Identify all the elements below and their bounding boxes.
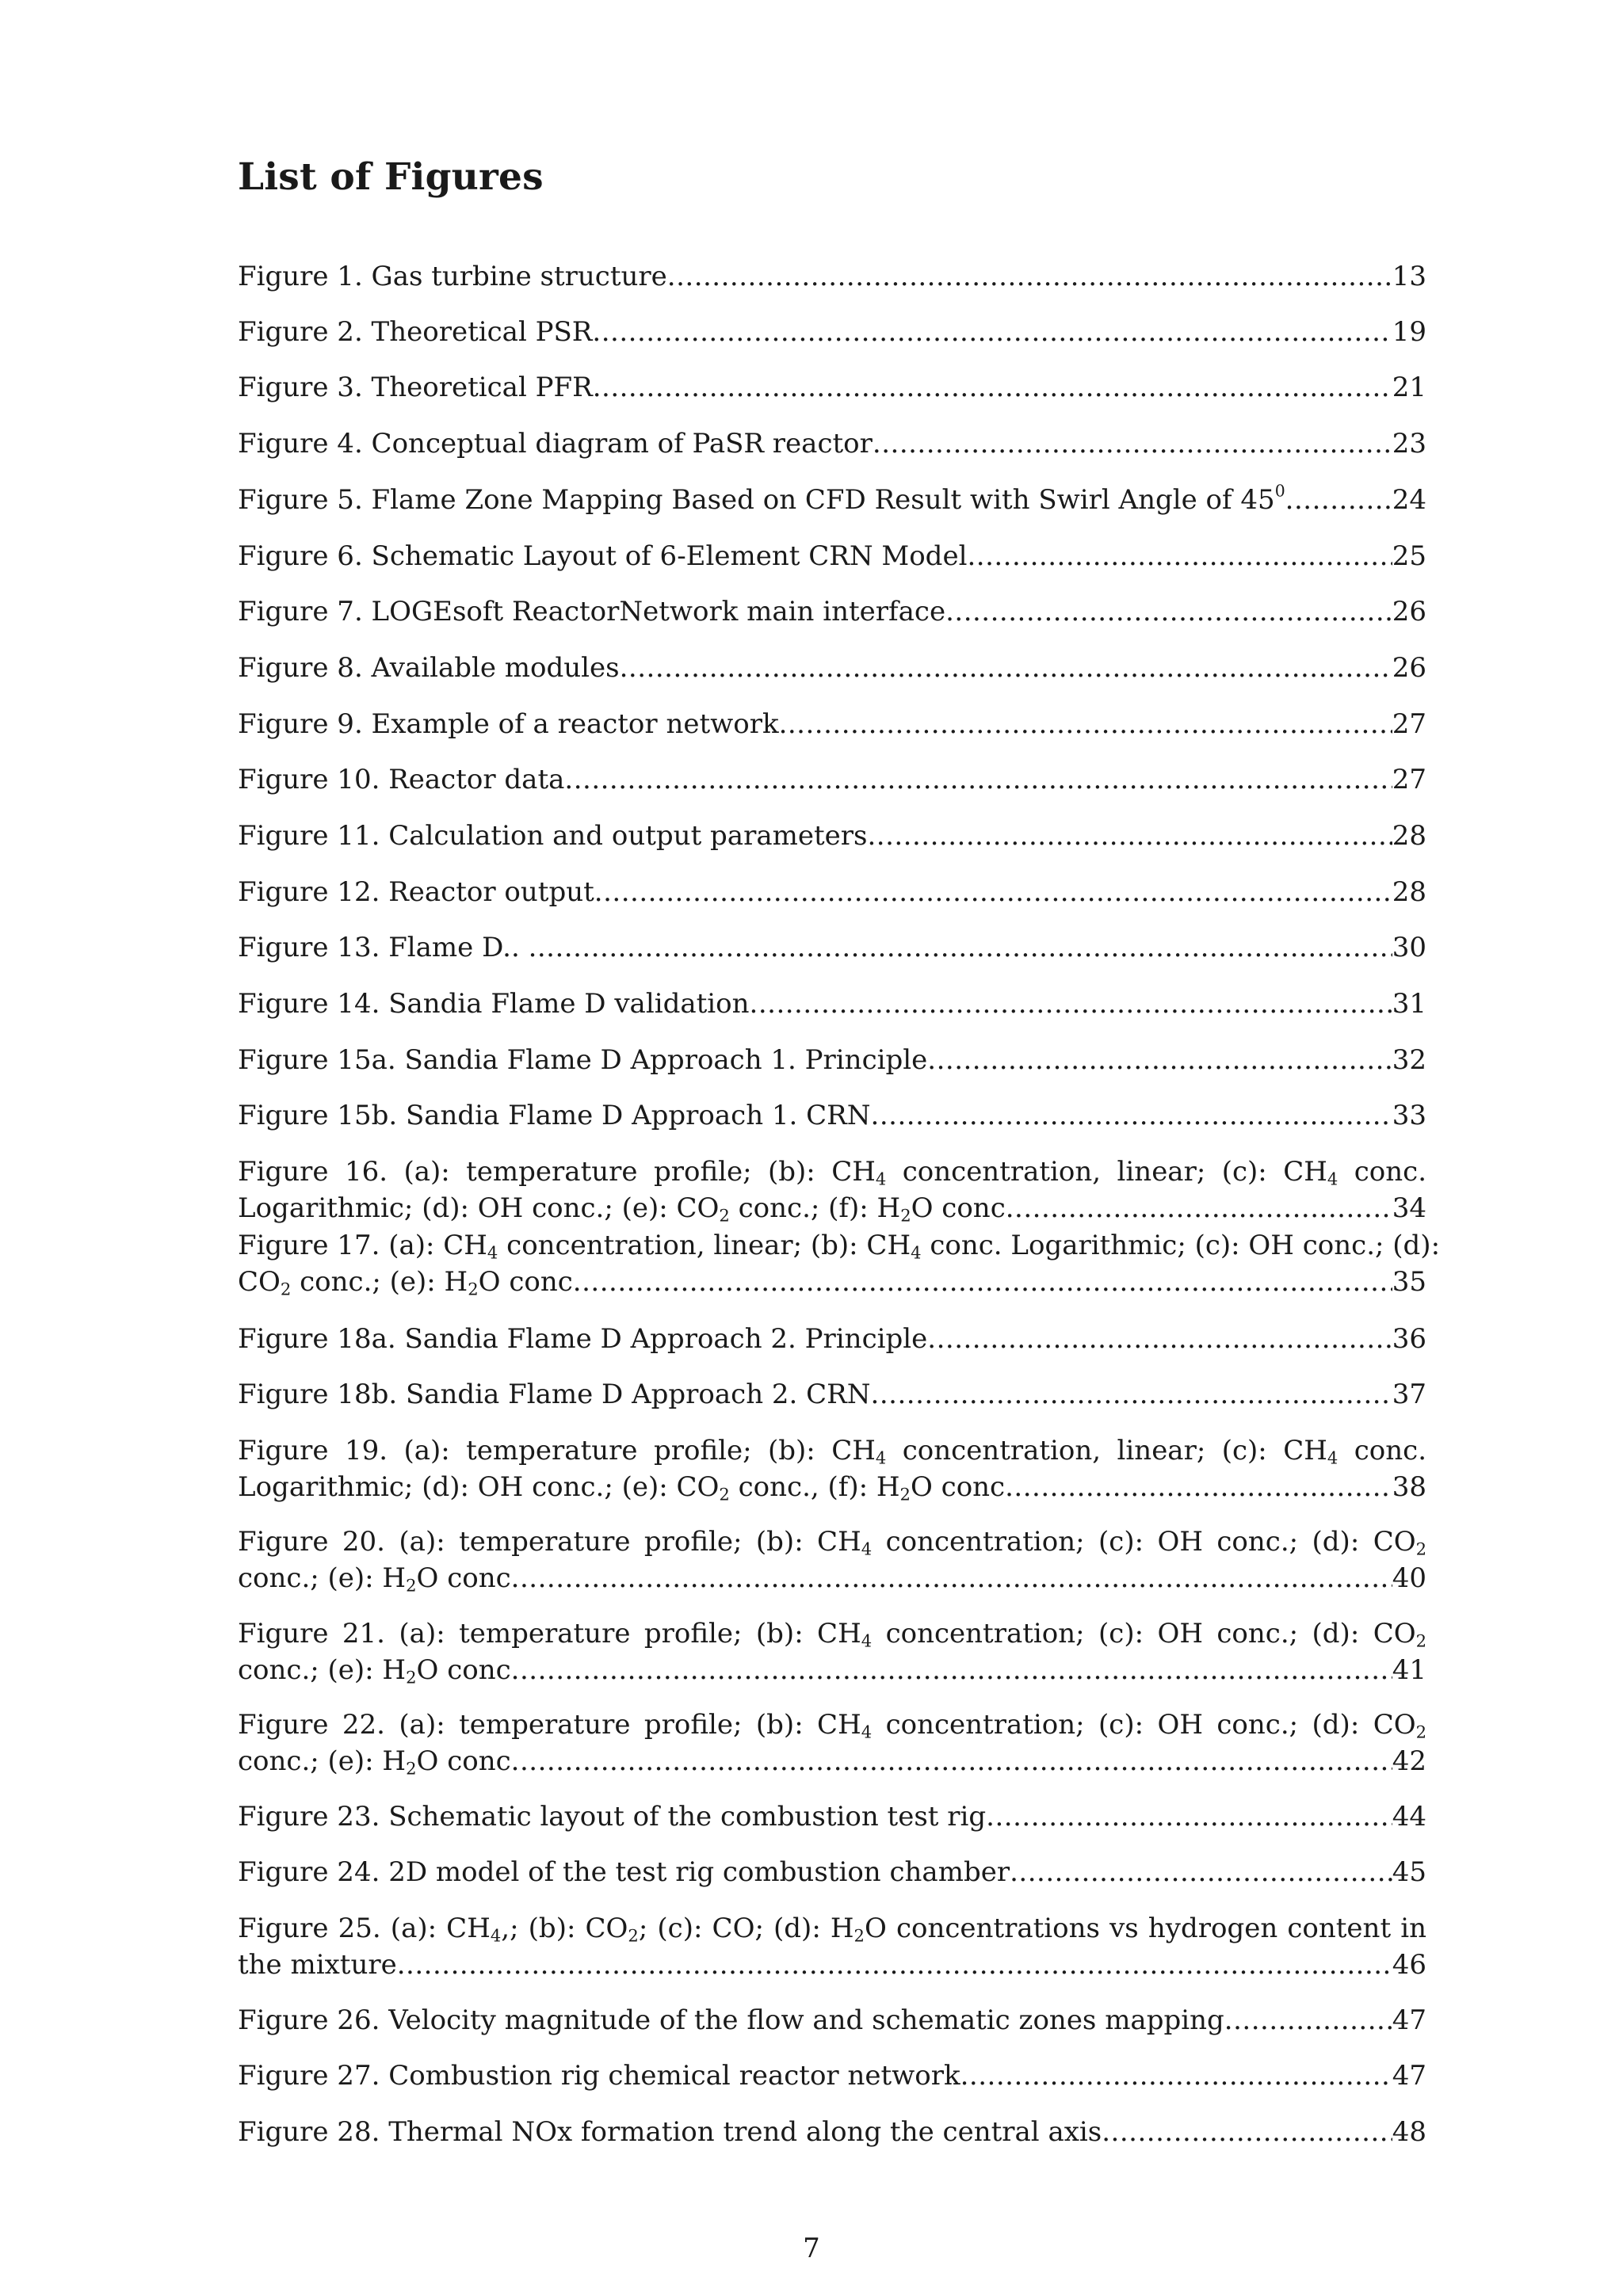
entry-page: 13	[1392, 261, 1426, 292]
entry-title: Figure 28. Thermal NOx formation trend along the central axis	[238, 2116, 1102, 2148]
dot-leader	[1005, 1469, 1392, 1505]
entry-title: Figure 2. Theoretical PSR	[238, 316, 593, 348]
dot-leader	[779, 706, 1392, 742]
figure-entry-28[interactable]	[238, 2114, 1426, 2150]
dot-leader	[1285, 482, 1392, 518]
entry-page: 35	[1392, 1266, 1426, 1298]
figure-entry-19[interactable]	[238, 1432, 1426, 1505]
dot-leader	[1102, 2114, 1392, 2150]
entry-title: Figure 13. Flame D..	[238, 932, 529, 963]
entry-page: 37	[1392, 1379, 1426, 1410]
entry-title: Figure 6. Schematic Layout of 6-Element CRN Model	[238, 540, 968, 572]
entry-page: 42	[1392, 1745, 1426, 1777]
dot-leader	[397, 1947, 1392, 1983]
entry-page: 48	[1392, 2116, 1426, 2148]
entry-page: 28	[1392, 876, 1426, 908]
dot-leader	[511, 1560, 1392, 1596]
figure-entry-26[interactable]	[238, 2002, 1426, 2039]
figure-entry-3[interactable]	[238, 369, 1426, 406]
figure-entry-9[interactable]	[238, 706, 1426, 742]
entry-page: 34	[1392, 1192, 1426, 1224]
entry-title: Figure 27. Combustion rig chemical reactor network	[238, 2060, 960, 2092]
figure-entry-16[interactable]	[238, 1154, 1426, 1226]
entry-page: 19	[1392, 316, 1426, 348]
entry-page: 23	[1392, 428, 1426, 460]
dot-leader	[960, 2058, 1392, 2094]
dot-leader	[529, 929, 1392, 966]
page-number: 7	[803, 2233, 820, 2264]
figure-entry-20[interactable]	[238, 1524, 1426, 1596]
dot-leader	[667, 258, 1392, 295]
figure-entry-1[interactable]	[238, 258, 1426, 295]
entry-page: 28	[1392, 820, 1426, 852]
entry-line-1: Figure 19. (a): temperature profile; (b): $CH_4$ concentration, linear; (c): $CH_4$ conc.	[238, 1435, 1426, 1468]
dot-leader	[871, 1097, 1392, 1134]
entry-title: Figure 26. Velocity magnitude of the flow and schematic zones mapping	[238, 2004, 1224, 2036]
entry-line-1: Figure 20. (a): temperature profile; (b): $CH_4$ concentration; (c): OH conc.; (d): $CO_2$	[238, 1526, 1426, 1559]
entry-page: 47	[1392, 2004, 1426, 2036]
entry-page: 27	[1392, 764, 1426, 795]
entry-line-2: Logarithmic; (d): OH conc.; (e): $CO_2$ conc.; (f): $H_2O$ conc ..... 34	[238, 1190, 1426, 1226]
figure-entry-23[interactable]	[238, 1798, 1426, 1835]
entry-page: 31	[1392, 988, 1426, 1020]
dot-leader	[871, 1376, 1392, 1413]
dot-leader	[592, 314, 1392, 350]
entry-title: Figure 7. LOGEsoft ReactorNetwork main interface	[238, 596, 946, 627]
entry-title: Figure 15a. Sandia Flame D Approach 1. Principle	[238, 1044, 928, 1076]
page-heading: List of Figures	[238, 155, 544, 199]
entry-page: 38	[1392, 1471, 1426, 1503]
entry-page: 24	[1392, 484, 1426, 516]
entry-line-1: Figure 16. (a): temperature profile; (b): $CH_4$ concentration, linear; (c): $CH_4$ conc.	[238, 1156, 1426, 1189]
entry-page: 33	[1392, 1100, 1426, 1131]
figure-entry-15b[interactable]	[238, 1097, 1426, 1134]
entry-page: 30	[1392, 932, 1426, 963]
entry-title: Figure 18b. Sandia Flame D Approach 2. CRN	[238, 1379, 871, 1410]
figure-entry-7[interactable]	[238, 593, 1426, 630]
dot-leader	[1006, 1190, 1392, 1226]
entry-title: Figure 5. Flame Zone Mapping Based on CFD Result with Swirl Angle of $45^0$	[238, 481, 1285, 516]
entry-page: 21	[1392, 372, 1426, 403]
figure-entry-8[interactable]	[238, 650, 1426, 686]
entry-line-2: Logarithmic; (d): OH conc.; (e): $CO_2$ conc., (f): $H_2O$ conc ..... 38	[238, 1469, 1426, 1505]
dot-leader	[1224, 2002, 1392, 2039]
figure-entry-22[interactable]	[238, 1707, 1426, 1779]
figure-entry-17[interactable]	[238, 1227, 1441, 1300]
entry-page: 40	[1392, 1562, 1426, 1594]
entry-page: 47	[1392, 2060, 1426, 2092]
entry-line-1: Figure 25. (a): $CH_4$,; (b): $CO_2$; (c): CO; (d): $H_2O$ concentrations vs hydrogen content in	[238, 1913, 1426, 1946]
dot-leader	[945, 593, 1392, 630]
entry-page: 26	[1392, 652, 1426, 684]
entry-line-1: Figure 17. (a): $CH_4$ concentration, linear; (b): $CH_4$ conc. Logarithmic; (c): OH conc.; (d):	[238, 1230, 1441, 1263]
entry-page: 27	[1392, 708, 1426, 740]
entry-title: Figure 3. Theoretical PFR	[238, 372, 593, 403]
figure-entry-12[interactable]	[238, 874, 1426, 910]
dot-leader	[564, 761, 1392, 798]
entry-title: Figure 4. Conceptual diagram of PaSR reactor	[238, 428, 873, 460]
figure-entry-4[interactable]	[238, 425, 1426, 462]
entry-line-2: conc.; (e): $H_2O$ conc ..... 41	[238, 1652, 1426, 1688]
dot-leader	[573, 1264, 1392, 1300]
figure-entry-18b[interactable]	[238, 1376, 1426, 1413]
entry-title: Figure 24. 2D model of the test rig combustion chamber	[238, 1856, 1010, 1888]
dot-leader	[927, 1321, 1392, 1357]
entry-page: 45	[1392, 1856, 1426, 1888]
entry-line-2: conc.; (e): $H_2O$ conc ..... 42	[238, 1743, 1426, 1779]
degree-superscript: 0	[1274, 481, 1285, 501]
figure-entry-13[interactable]	[238, 929, 1426, 966]
figure-entry-2[interactable]	[238, 314, 1426, 350]
entry-page: 36	[1392, 1323, 1426, 1355]
entry-page: 32	[1392, 1044, 1426, 1076]
dot-leader	[511, 1743, 1392, 1779]
entry-title: Figure 11. Calculation and output parameters	[238, 820, 868, 852]
figure-entry-18a[interactable]	[238, 1321, 1426, 1357]
entry-title: Figure 1. Gas turbine structure	[238, 261, 667, 292]
dot-leader	[986, 1798, 1392, 1835]
entry-page: 26	[1392, 596, 1426, 627]
dot-leader	[620, 650, 1392, 686]
entry-title: Figure 15b. Sandia Flame D Approach 1. CRN	[238, 1100, 871, 1131]
figure-entry-6[interactable]	[238, 538, 1426, 574]
entry-line-1: Figure 22. (a): temperature profile; (b): $CH_4$ concentration; (c): OH conc.; (d): $CO_2$	[238, 1709, 1426, 1742]
entry-page: 44	[1392, 1801, 1426, 1833]
dot-leader	[593, 369, 1392, 406]
entry-title: Figure 10. Reactor data	[238, 764, 565, 795]
dot-leader	[594, 874, 1392, 910]
figure-entry-24[interactable]	[238, 1854, 1426, 1890]
entry-page: 46	[1392, 1949, 1426, 1981]
entry-title: Figure 14. Sandia Flame D validation	[238, 988, 750, 1020]
entry-line-2: $CO_2$ conc.; (e): $H_2O$ conc ..... 35	[238, 1264, 1426, 1300]
entry-title: Figure 8. Available modules	[238, 652, 620, 684]
dot-leader	[927, 1042, 1392, 1078]
entry-page: 41	[1392, 1654, 1426, 1686]
dot-leader	[750, 986, 1392, 1022]
entry-line-2: conc.; (e): $H_2O$ conc ..... 40	[238, 1560, 1426, 1596]
figure-entry-5[interactable]	[238, 482, 1426, 518]
figure-entry-21[interactable]	[238, 1615, 1426, 1688]
entry-page: 25	[1392, 540, 1426, 572]
dot-leader	[511, 1652, 1392, 1688]
dot-leader	[1010, 1854, 1392, 1890]
figure-entry-14[interactable]	[238, 986, 1426, 1022]
entry-title: Figure 23. Schematic layout of the combustion test rig	[238, 1801, 987, 1833]
figure-entry-15a[interactable]	[238, 1042, 1426, 1078]
dot-leader	[967, 538, 1392, 574]
entry-title: Figure 9. Example of a reactor network	[238, 708, 779, 740]
entry-line-1: Figure 21. (a): temperature profile; (b): $CH_4$ concentration; (c): OH conc.; (d): $CO_2$	[238, 1618, 1426, 1651]
figure-entry-27[interactable]	[238, 2058, 1426, 2094]
entry-title: Figure 12. Reactor output	[238, 876, 594, 908]
dot-leader	[873, 425, 1392, 462]
figure-entry-10[interactable]	[238, 761, 1426, 798]
figure-entry-25[interactable]	[238, 1910, 1426, 1983]
entry-title: Figure 18a. Sandia Flame D Approach 2. Principle	[238, 1323, 928, 1355]
dot-leader	[867, 818, 1392, 854]
entry-line-2: the mixture ..... 46	[238, 1947, 1426, 1983]
figure-entry-11[interactable]	[238, 818, 1426, 854]
